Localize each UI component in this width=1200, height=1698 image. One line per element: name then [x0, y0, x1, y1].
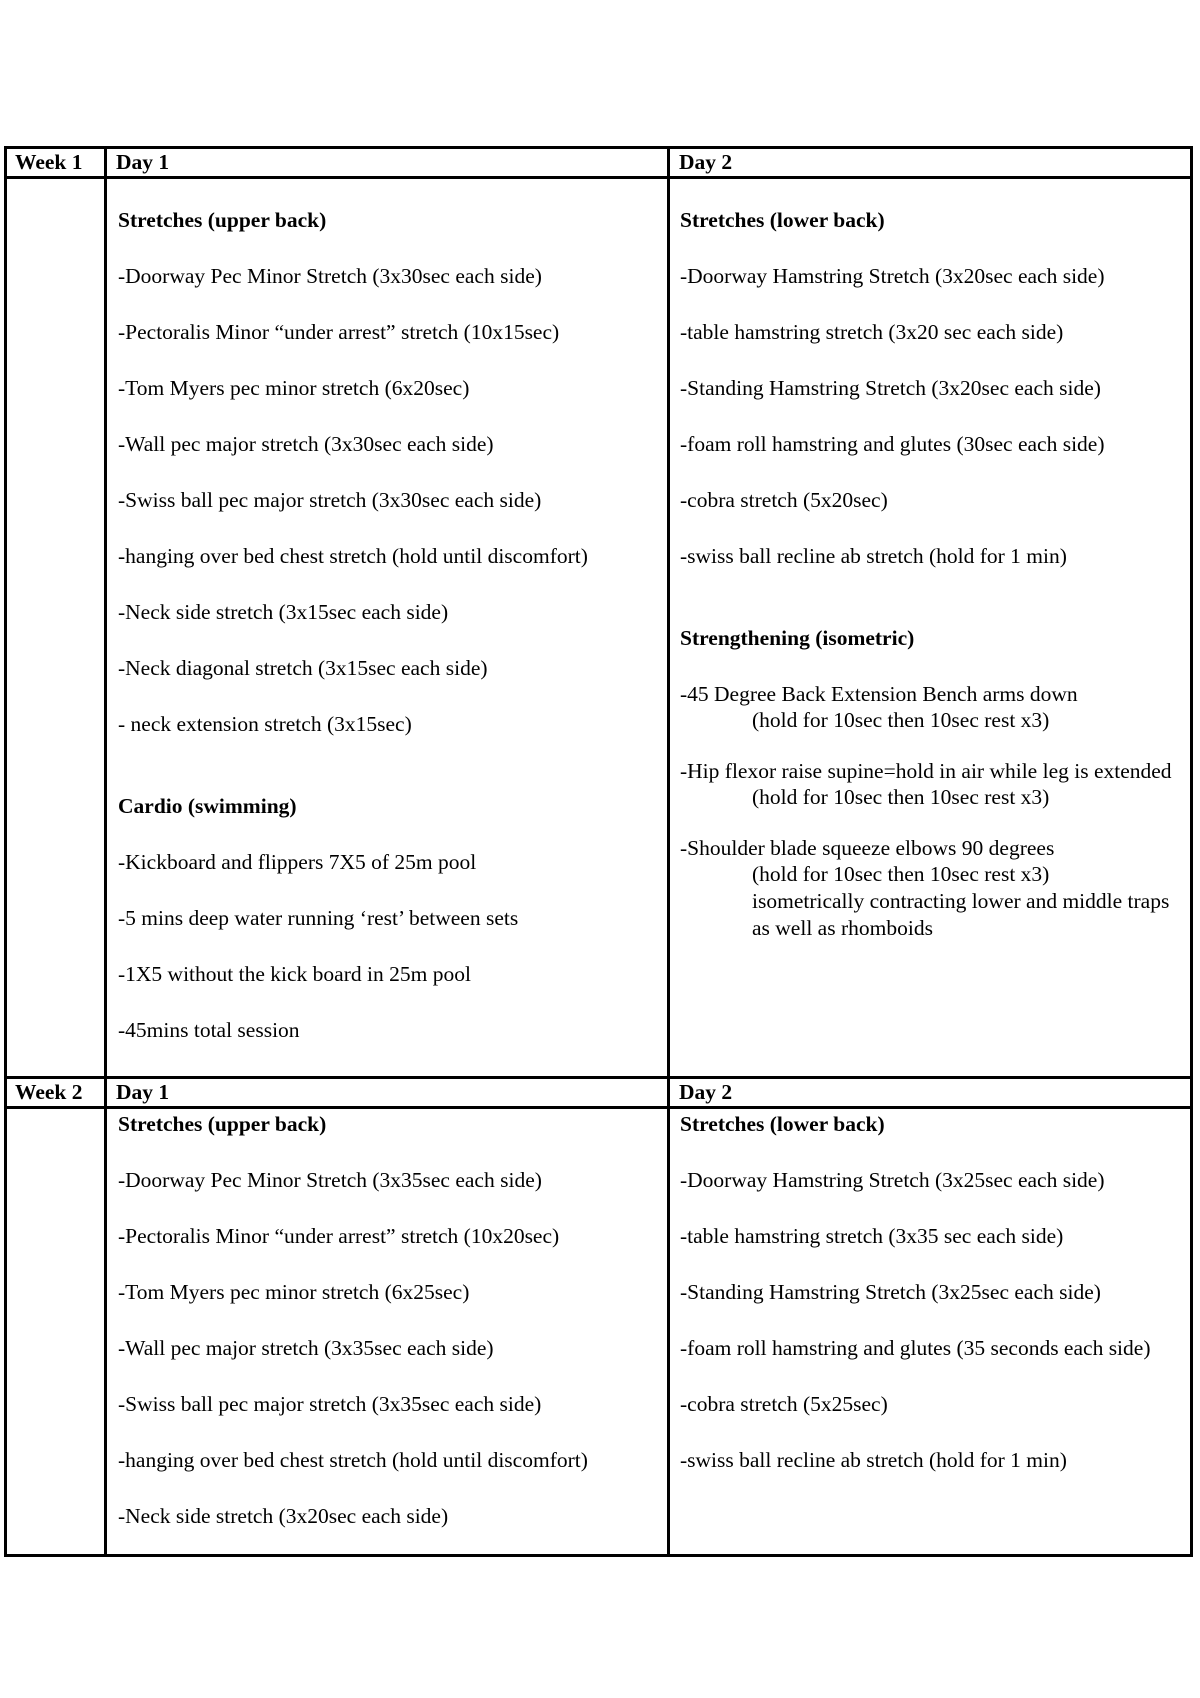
day-cell [669, 178, 1192, 1078]
exercise-item: -Swiss ball pec major stretch (3x30sec each side) [118, 488, 542, 512]
day-label: Day 2 [669, 1078, 1192, 1108]
section-title: Stretches (upper back) [118, 208, 327, 232]
exercise-item: -Doorway Pec Minor Stretch (3x30sec each side) [118, 264, 542, 288]
exercise-item: -foam roll hamstring and glutes (35 seconds each side) [680, 1336, 1151, 1360]
week-label: Week 1 [6, 148, 106, 178]
exercise-item: -hanging over bed chest stretch (hold until discomfort) [118, 1448, 588, 1472]
exercise-item: -table hamstring stretch (3x35 sec each side) [680, 1224, 1064, 1248]
section-title: Stretches (lower back) [680, 208, 885, 232]
exercise-item: -1X5 without the kick board in 25m pool [118, 962, 471, 986]
exercise-detail: isometrically contracting lower and middle traps as well as rhomboids [752, 889, 1170, 940]
exercise-item: -Pectoralis Minor “under arrest” stretch (10x20sec) [118, 1224, 560, 1248]
exercise-item: -Doorway Hamstring Stretch (3x20sec each side) [680, 264, 1105, 288]
exercise-item: -cobra stretch (5x25sec) [680, 1392, 888, 1416]
exercise-item: -cobra stretch (5x20sec) [680, 488, 888, 512]
exercise-item: -Doorway Pec Minor Stretch (3x35sec each side) [118, 1168, 542, 1192]
exercise-item [680, 681, 1186, 734]
day-label: Day 2 [669, 148, 1192, 178]
exercise-item: - neck extension stretch (3x15sec) [118, 712, 412, 736]
week-blank-cell [6, 178, 106, 1078]
exercise-item: -Standing Hamstring Stretch (3x25sec each side) [680, 1280, 1101, 1304]
exercise-item: -Pectoralis Minor “under arrest” stretch (10x15sec) [118, 320, 560, 344]
exercise-item: -Neck side stretch (3x20sec each side) [118, 1504, 449, 1528]
exercise-item: -Kickboard and flippers 7X5 of 25m pool [118, 850, 477, 874]
exercise-item: -swiss ball recline ab stretch (hold for 1 min) [680, 1448, 1067, 1472]
week-body-row [6, 1108, 1192, 1556]
section-title: Cardio (swimming) [118, 794, 297, 818]
day-cell [106, 178, 669, 1078]
exercise-text: -Shoulder blade squeeze elbows 90 degrees [680, 836, 1055, 860]
spacer [118, 737, 663, 763]
day-cell [106, 1108, 669, 1556]
week-blank-cell [6, 1108, 106, 1556]
day-label: Day 1 [106, 148, 669, 178]
exercise-item: -Tom Myers pec minor stretch (6x25sec) [118, 1280, 470, 1304]
exercise-item: -Neck side stretch (3x15sec each side) [118, 600, 449, 624]
day-label: Day 1 [106, 1078, 669, 1108]
exercise-item: -Swiss ball pec major stretch (3x35sec each side) [118, 1392, 542, 1416]
exercise-text: -Hip flexor raise supine=hold in air while leg is extended [680, 759, 1172, 783]
section-title: Stretches (lower back) [680, 1112, 885, 1136]
workout-plan-table [4, 146, 1193, 1557]
exercise-item: -Doorway Hamstring Stretch (3x25sec each side) [680, 1168, 1105, 1192]
section-title: Stretches (upper back) [118, 1112, 327, 1136]
exercise-item: -Tom Myers pec minor stretch (6x20sec) [118, 376, 470, 400]
exercise-item: -hanging over bed chest stretch (hold until discomfort) [118, 544, 588, 568]
exercise-item [680, 835, 1186, 942]
exercise-item: -Standing Hamstring Stretch (3x20sec each side) [680, 376, 1101, 400]
exercise-detail: (hold for 10sec then 10sec rest x3) [752, 708, 1050, 732]
exercise-item: -45mins total session [118, 1018, 300, 1042]
exercise-item: -table hamstring stretch (3x20 sec each side) [680, 320, 1064, 344]
exercise-detail: (hold for 10sec then 10sec rest x3) [752, 862, 1050, 886]
section-title: Strengthening (isometric) [680, 626, 915, 650]
exercise-item: -Neck diagonal stretch (3x15sec each side) [118, 656, 488, 680]
exercise-item: -Wall pec major stretch (3x30sec each side) [118, 432, 494, 456]
exercise-item: -foam roll hamstring and glutes (30sec each side) [680, 432, 1105, 456]
week-label: Week 2 [6, 1078, 106, 1108]
week-header-row [6, 148, 1192, 178]
day-cell [669, 1108, 1192, 1556]
exercise-item: -Wall pec major stretch (3x35sec each side) [118, 1336, 494, 1360]
exercise-item: -5 mins deep water running ‘rest’ between sets [118, 906, 519, 930]
week-body-row [6, 178, 1192, 1078]
exercise-detail: (hold for 10sec then 10sec rest x3) [752, 785, 1050, 809]
exercise-item: -swiss ball recline ab stretch (hold for 1 min) [680, 544, 1067, 568]
exercise-item [680, 758, 1186, 811]
exercise-text: -45 Degree Back Extension Bench arms down [680, 682, 1078, 706]
week-header-row [6, 1078, 1192, 1108]
